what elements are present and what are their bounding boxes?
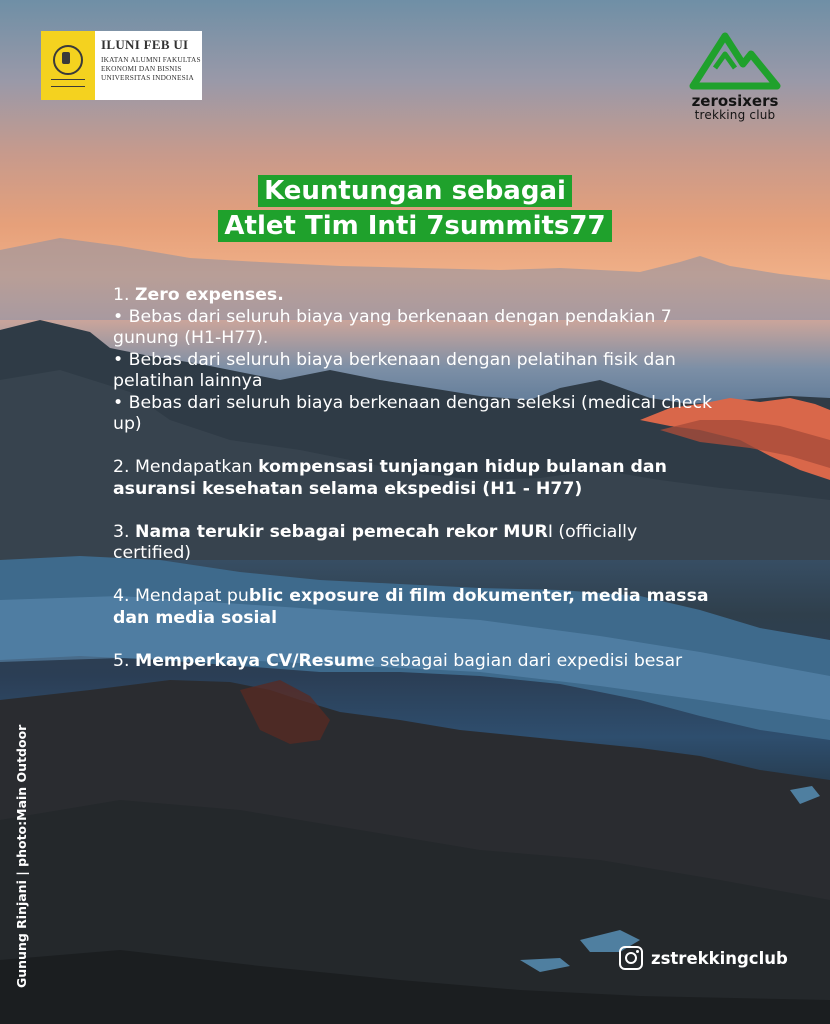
- instagram-icon: [619, 946, 643, 970]
- title-line-2: Atlet Tim Inti 7summits77: [218, 210, 611, 242]
- iluni-feb-ui-logo: [41, 31, 202, 100]
- mountain-logo-icon: [685, 28, 785, 92]
- logo-tagline: trekking club: [694, 108, 776, 122]
- logo-title: ILUNI FEB UI: [101, 37, 189, 52]
- universitas-indonesia-seal-icon: [41, 31, 95, 100]
- benefit-item-5: 5. Memperkaya CV/Resume sebagai bagian dari expedisi besar: [113, 650, 683, 671]
- zerosixers-logo: [680, 28, 790, 122]
- instagram-handle[interactable]: [619, 946, 788, 970]
- title-line-2-wrap: [0, 210, 830, 242]
- benefit-item-1: 1. Zero expenses. • Bebas dari seluruh biaya yang berkenaan dengan pendakian 7 gunung (H1-H77). • Bebas dari seluruh biaya berkenaan dengan pelatihan fisik dan pelatihan lainnya • Bebas dari seluruh biaya berkenaan dengan seleksi (medical check up): [113, 285, 712, 434]
- benefits-list: [113, 285, 713, 694]
- benefit-item-4: 4. Mendapat public exposure di film dokumenter, media massa dan media sosial: [113, 586, 709, 628]
- logo-subtitle: IKATAN ALUMNI FAKULTAS EKONOMI DAN BISNIS UNIVERSITAS INDONESIA: [101, 55, 201, 82]
- benefit-item-2: 2. Mendapatkan kompensasi tunjangan hidup bulanan dan asuransi kesehatan selama ekspedisi (H1 - H77): [113, 457, 667, 499]
- title-line-1-wrap: [0, 175, 830, 207]
- logo-name: zerosixers: [691, 92, 779, 110]
- benefit-item-3: 3. Nama terukir sebagai pemecah rekor MURI (officially certified): [113, 521, 638, 563]
- photo-credit-caption: Gunung Rinjani | photo:Main Outdoor: [14, 724, 29, 988]
- instagram-handle-text: zstrekkingclub: [651, 948, 788, 968]
- title-line-1: Keuntungan sebagai: [258, 175, 572, 207]
